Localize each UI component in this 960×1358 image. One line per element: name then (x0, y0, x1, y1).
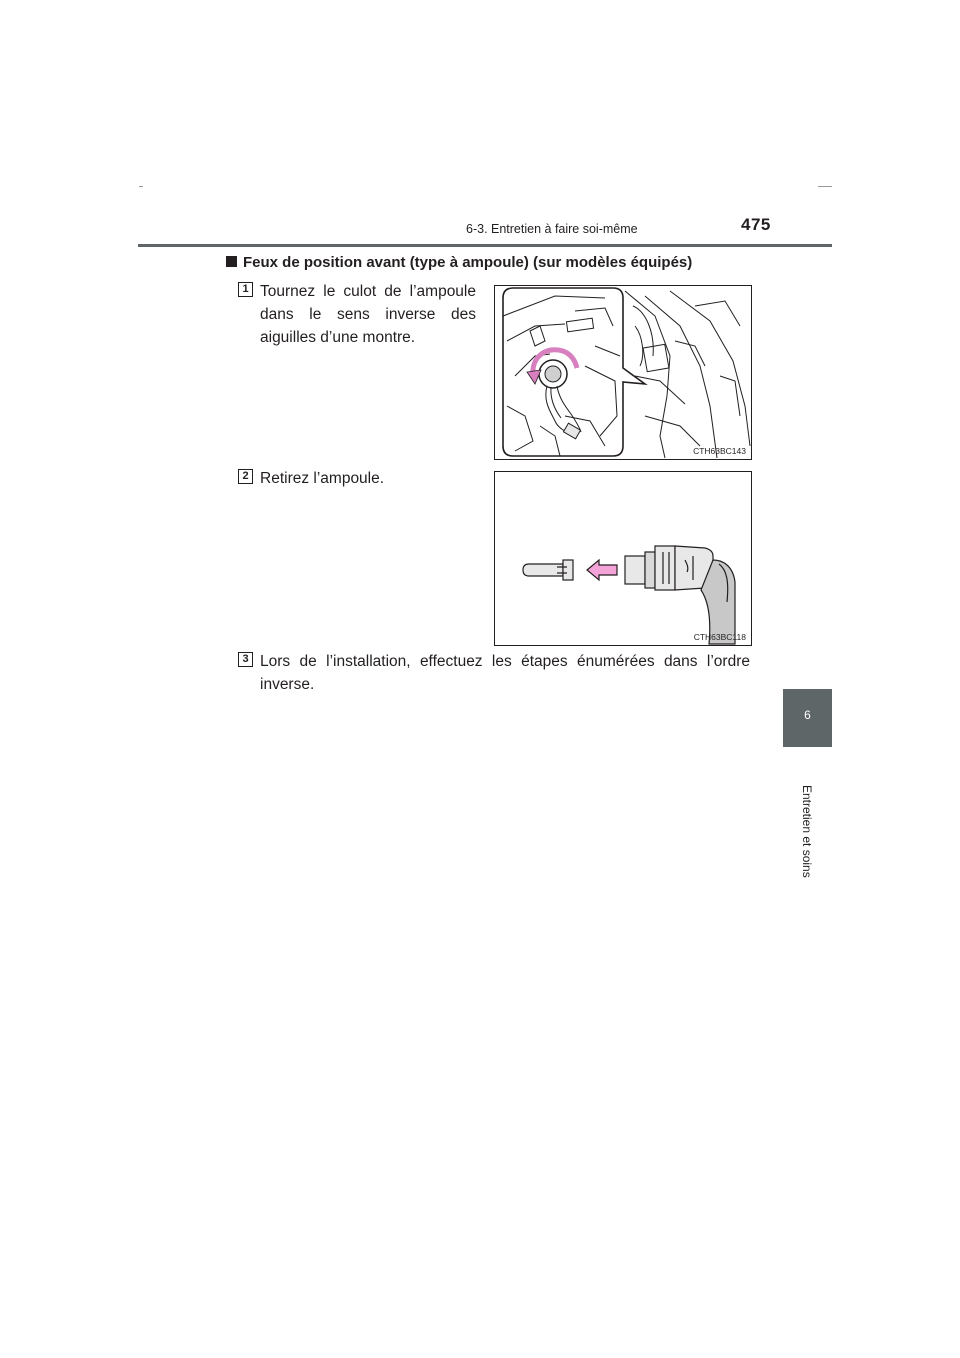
step-number-2: 2 (238, 469, 253, 484)
section-heading-text: Feux de position avant (type à ampoule) (sur modèles équipés) (243, 254, 693, 271)
step-number-3: 3 (238, 652, 253, 667)
step-number-1: 1 (238, 282, 253, 297)
figure-code-2: CTH63BC118 (693, 632, 746, 642)
crop-mark-right (818, 186, 832, 187)
figure-bulb-removal (494, 471, 752, 646)
figure-bulb-socket-turn (494, 285, 752, 460)
chapter-title: Entretien et soins (800, 785, 814, 878)
bulb-removal-illustration (495, 472, 751, 645)
chapter-tab (783, 689, 832, 747)
section-heading (226, 254, 692, 271)
header-rule (138, 244, 832, 247)
figure-code-1: CTH63BC143 (693, 446, 746, 456)
page-number: 475 (741, 215, 771, 234)
step-text-1: Tournez le culot de l’ampoule dans le sens inverse des aiguilles d’une montre. (260, 283, 476, 346)
step-text-2: Retirez l’ampoule. (260, 470, 385, 487)
header-section-title: 6-3. Entretien à faire soi-même (466, 222, 638, 236)
crop-mark-left (139, 186, 143, 187)
heading-square-icon (226, 256, 237, 267)
chapter-number: 6 (804, 708, 811, 722)
step-text-3: Lors de l’installation, effectuez les étapes énumérées dans l’ordre inverse. (260, 653, 750, 693)
engine-bay-illustration (495, 286, 751, 459)
